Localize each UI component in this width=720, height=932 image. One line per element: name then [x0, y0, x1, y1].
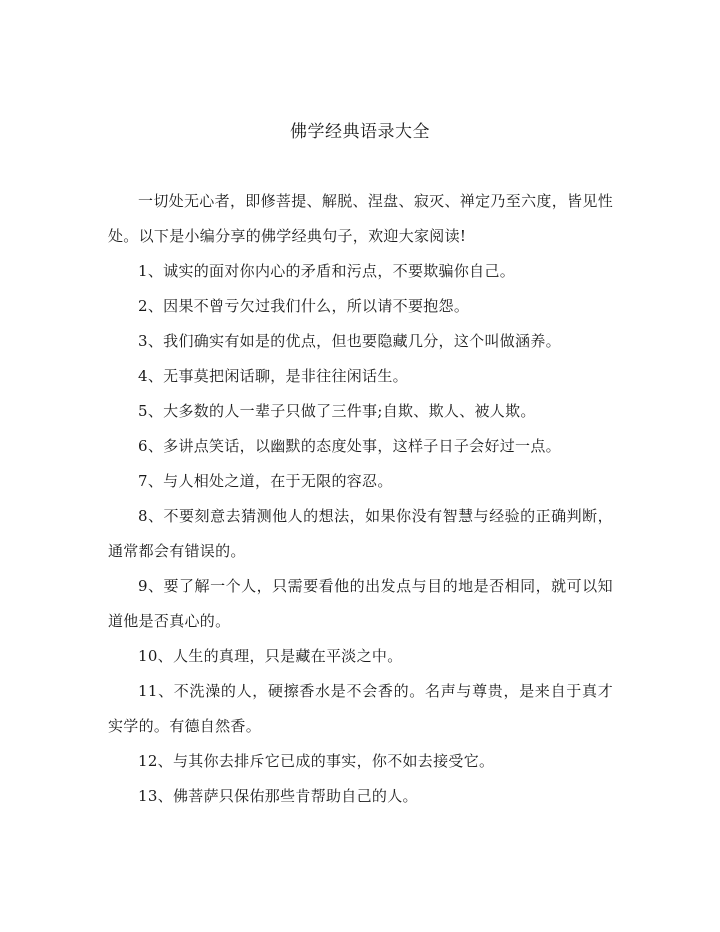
quote-item-3: 3、我们确实有如是的优点，但也要隐藏几分，这个叫做涵养。 — [138, 332, 561, 350]
quote-item-6: 6、多讲点笑话，以幽默的态度处事，这样子日子会好过一点。 — [138, 437, 561, 455]
document-title: 佛学经典语录大全 — [290, 122, 430, 142]
quote-item-13: 13、佛菩萨只保佑那些肯帮助自己的人。 — [138, 787, 418, 805]
quote-item-11: 11、不洗澡的人，硬擦香水是不会香的。名声与尊贵，是来自于真才实学的。有德自然香。 — [108, 682, 613, 735]
quote-item-5: 5、大多数的人一辈子只做了三件事;自欺、欺人、被人欺。 — [138, 402, 536, 420]
quote-item-9: 9、要了解一个人，只需要看他的出发点与目的地是否相同，就可以知道他是否真心的。 — [108, 577, 613, 630]
quote-item-7: 7、与人相处之道，在于无限的容忍。 — [138, 472, 393, 490]
quote-item-8: 8、不要刻意去猜测他人的想法，如果你没有智慧与经验的正确判断，通常都会有错误的。 — [108, 507, 613, 560]
quote-item-1: 1、诚实的面对你内心的矛盾和污点，不要欺骗你自己。 — [138, 262, 516, 280]
quote-item-4: 4、无事莫把闲话聊，是非往往闲话生。 — [138, 367, 408, 385]
quote-item-12: 12、与其你去排斥它已成的事实，你不如去接受它。 — [138, 752, 495, 770]
intro-paragraph: 一切处无心者，即修菩提、解脱、涅盘、寂灭、禅定乃至六度，皆见性处。以下是小编分享的佛学经典句子，欢迎大家阅读! — [108, 192, 613, 245]
quote-item-2: 2、因果不曾亏欠过我们什么，所以请不要抱怨。 — [138, 297, 470, 315]
quote-item-10: 10、人生的真理，只是藏在平淡之中。 — [138, 647, 403, 665]
document-body — [108, 184, 613, 814]
